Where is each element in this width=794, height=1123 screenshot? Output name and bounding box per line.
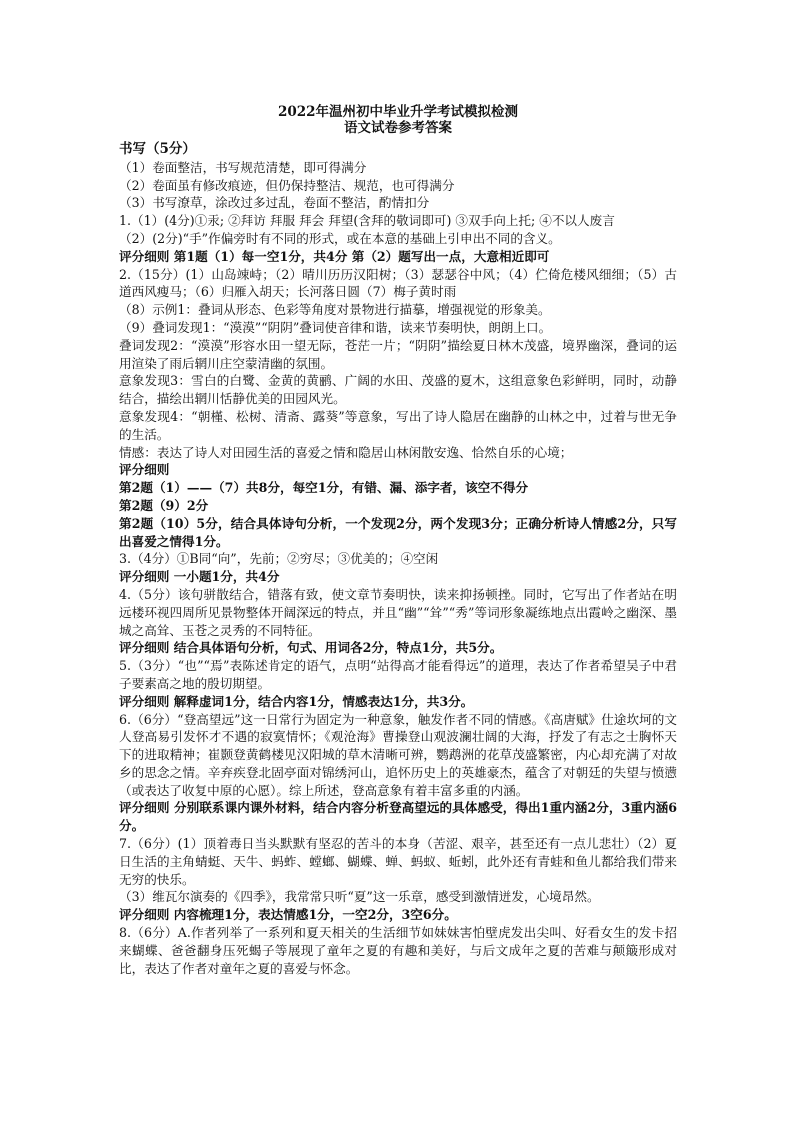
answer-paragraph: 1.（1）(4分)①汞; ②拜访 拜服 拜会 拜望(含拜的敬词即可) ③双手向上托; ④不以人废言	[119, 213, 615, 229]
answer-paragraph: 意象发现3：雪白的白鹭、金黄的黄鹂、广阔的水田、茂盛的夏木，这组意象色彩鲜明，同时，动静结合，描绘出辋川恬静优美的田园风光。	[119, 373, 677, 407]
answer-paragraph: （1）卷面整洁，书写规范清楚，即可得满分	[119, 159, 367, 175]
scoring-note: 评分细则 一小题1分，共4分	[119, 569, 280, 585]
scoring-note: 第2题（1）——（7）共8分，每空1分，有错、漏、添字者，该空不得分	[119, 480, 529, 496]
scoring-note: 第2题（10）5分，结合具体诗句分析，一个发现2分，两个发现3分；正确分析诗人情感2分，只写出喜爱之情得1分。	[119, 515, 677, 549]
answer-paragraph: 叠词发现2：“漠漠”形容水田一望无际，苍茫一片；“阴阴”描绘夏日林木茂盛，境界幽深，叠词的运用渲染了雨后辋川庄空蒙清幽的氛围。	[119, 337, 677, 371]
answer-paragraph: 3.（4分）①B同“向”，先前；②穷尽；③优美的；④空闲	[119, 551, 439, 567]
answer-paragraph: 6.（6分）“登高望远”这一日常行为固定为一种意象，触发作者不同的情感。《高唐赋》仕途坎坷的文人登高易引发怀才不遇的寂寞情怀；《观沧海》曹操登山观波澜壮阔的大海，抒发了有志之士胸怀天下的进取精神；崔颢登黄鹤楼见汉阳城的草木清晰可辨，鹦鹉洲的花草茂盛繁密，内心却充满了对故乡的思念之情。辛弃疾登北固亭面对锦绣河山，追怀历史上的英雄豪杰，蕴含了对朝廷的失望与愤懑（或表达了收复中原的心愿）。综上所述，登高意象有着丰富多重的内涵。	[119, 711, 677, 798]
answer-paragraph: 2.（15分）(1）山岛竦峙；（2）晴川历历汉阳树；（3）瑟瑟谷中风；（4）伫倚危楼风细细；（5）古道西风瘦马；（6）归雁入胡天；长河落日圆（7）梅子黄时雨	[119, 266, 677, 300]
answer-paragraph: （3）维瓦尔演奏的《四季》，我常常只听“夏”这一乐章，感受到激情迸发，心境昂然。	[119, 889, 600, 905]
answer-paragraph: 意象发现4：“朝槿、松树、清斋、露葵”等意象，写出了诗人隐居在幽静的山林之中，过着与世无争的生活。	[119, 408, 677, 442]
scoring-note: 评分细则 第1题（1）每一空1分，共4分 第（2）题写出一点，大意相近即可	[119, 248, 550, 264]
answer-paragraph: （8）示例1：叠词从形态、色彩等角度对景物进行描摹，增强视觉的形象美。	[119, 302, 551, 318]
answer-body	[119, 141, 677, 977]
document-title: 2022年温州初中毕业升学考试模拟检测	[277, 104, 519, 120]
answer-paragraph: （9）叠词发现1：“漠漠”“阴阴”叠词使音律和谐，读来节奏明快，朗朗上口。	[119, 319, 552, 335]
scoring-note: 第2题（9）2分	[119, 497, 209, 513]
scoring-note: 评分细则 内容梳理1分，表达情感1分，一空2分，3空6分。	[119, 907, 457, 923]
document-subtitle: 语文试卷参考答案	[344, 120, 452, 136]
scoring-note: 评分细则	[119, 462, 170, 478]
answer-paragraph: （3）书写潦草，涂改过多过乱，卷面不整洁，酌情扣分	[119, 195, 430, 211]
answer-paragraph: 4.（5分）该句骈散结合，错落有致，使文章节奏明快，读来抑扬顿挫。同时，它写出了作者站在明远楼环视四周所见景物整体开阔深远的特点，并且“幽”“耸”“秀”等词形象凝练地点出霞岭之幽深、墨城之高耸、玉苍之灵秀的不同特征。	[119, 586, 677, 638]
scoring-note: 书写（5分）	[119, 141, 196, 157]
scoring-note: 评分细则 分别联系课内课外材料，结合内容分析登高望远的具体感受，得出1重内涵2分，3重内涵6分。	[119, 800, 677, 834]
answer-paragraph: 7.（6分）(1）顶着毒日当头默默有坚忍的苦斗的本身（苦涩、艰辛，甚至还有一点儿悲壮）（2）夏日生活的主角蜻蜓、天牛、蚂蚱、螳螂、蝴蝶、蝉、蚂蚁、蚯蚓，此外还有青蛙和鱼儿都给我们带来无穷的快乐。	[119, 836, 677, 887]
answer-paragraph: 8.（6分）A.作者列举了一系列和夏天相关的生活细节如妹妹害怕壁虎发出尖叫、好看女生的发卡招来蝴蝶、爸爸翻身压死蝎子等展现了童年之夏的有趣和美好，与后文成年之夏的苦难与颠簸形成对比，表达了作者对童年之夏的喜爱与怀念。	[119, 925, 677, 976]
document-content	[119, 104, 677, 977]
answer-paragraph: （2）(2分)“手”作偏旁时有不同的形式，或在本意的基础上引申出不同的含义。	[119, 230, 561, 246]
answer-paragraph: （2）卷面虽有修改痕迹，但仍保持整洁、规范，也可得满分	[119, 177, 455, 193]
answer-paragraph: 5.（3分）“也”“焉”表陈述肯定的语气，点明“站得高才能看得远”的道理，表达了作者希望吴子中君子要素高之地的殷切期望。	[119, 658, 677, 691]
scoring-note: 评分细则 解释虚词1分，结合内容1分，情感表达1分，共3分。	[119, 693, 474, 709]
answer-paragraph: 情感：表达了诗人对田园生活的喜爱之情和隐居山林闲散安逸、恰然自乐的心境；	[119, 444, 573, 460]
scoring-note: 评分细则 结合具体语句分析，句式、用词各2分，特点1分，共5分。	[119, 640, 503, 656]
